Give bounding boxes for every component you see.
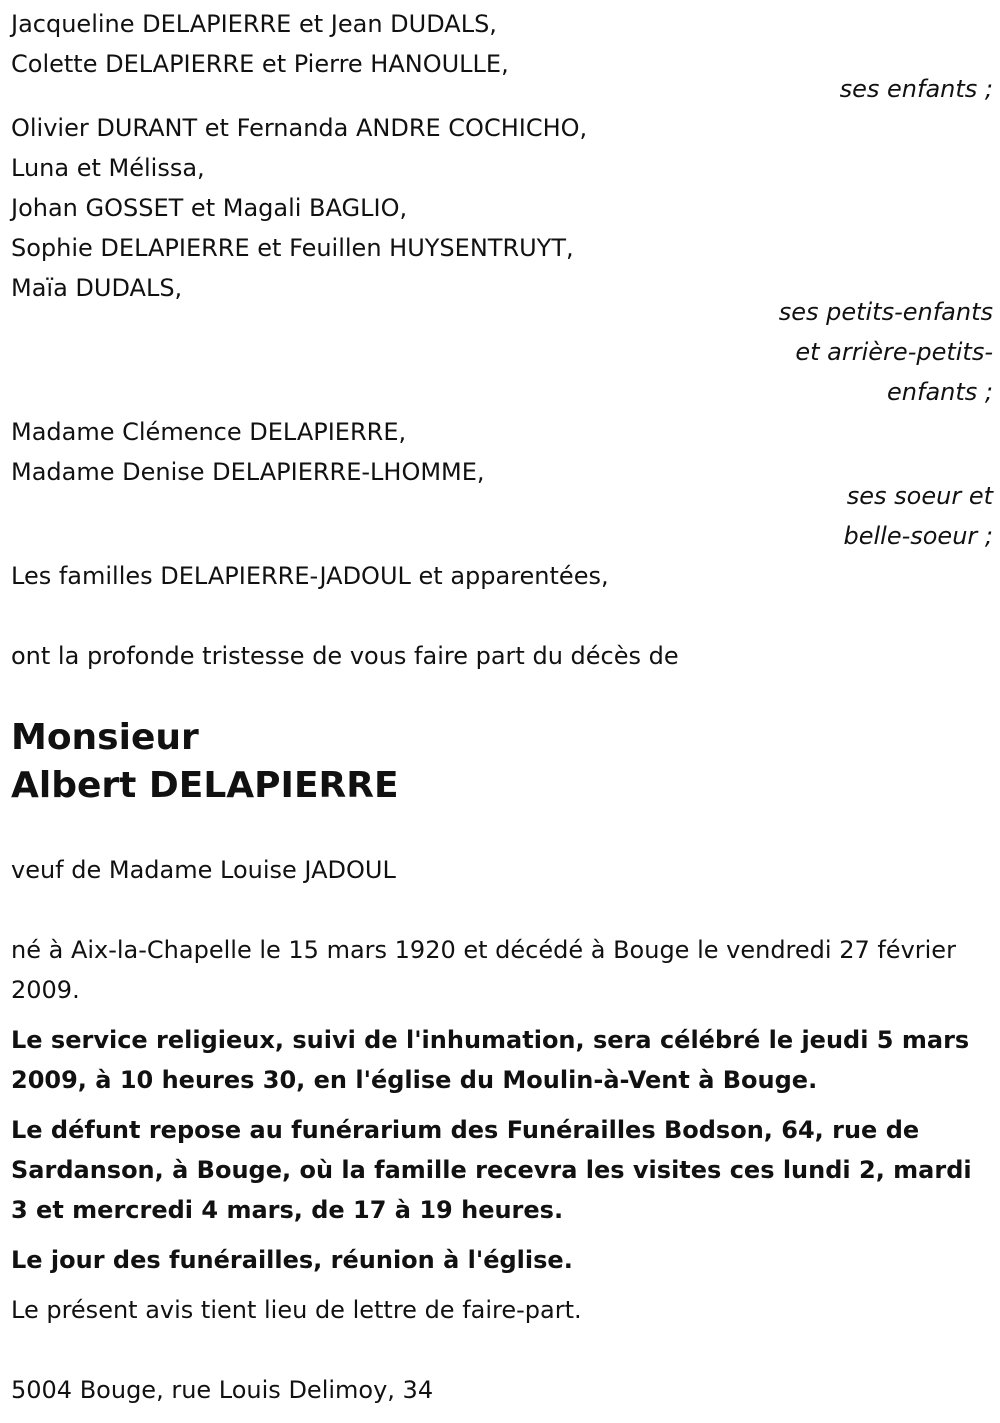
relation-line: ses soeur et (846, 482, 993, 510)
family-line: Madame Clémence DELAPIERRE, (11, 418, 407, 446)
family-line: Madame Denise DELAPIERRE-LHOMME, (11, 458, 485, 486)
relation-label (843, 476, 993, 556)
relation-line: et arrière-petits- (795, 338, 993, 366)
widower-line: veuf de Madame Louise JADOUL (11, 856, 396, 884)
family-line: Maïa DUDALS, (11, 274, 183, 302)
service-info: Le service religieux, suivi de l'inhumation, sera célébré le jeudi 5 mars 2009, à 10 heures 30, en l'église du Moulin-à-Vent à Bouge. (11, 1026, 970, 1094)
families-line: Les familles DELAPIERRE-JADOUL et apparentées, (11, 562, 609, 590)
grandchildren-section (11, 108, 993, 308)
family-line: Johan GOSSET et Magali BAGLIO, (11, 194, 408, 222)
relation-label: ses enfants ; (839, 75, 993, 103)
deceased-name (11, 714, 399, 810)
relation-line: ses petits-enfants (778, 298, 993, 326)
announcement: ont la profonde tristesse de vous faire part du décès de (11, 642, 679, 670)
rest-info: Le défunt repose au funérarium des Funérailles Bodson, 64, rue de Sardanson, à Bouge, où la famille recevra les visites ces lundi 2, mardi 3 et mercredi 4 mars, de 17 à 19 heures. (11, 1116, 972, 1224)
deceased-title: Monsieur (11, 717, 199, 758)
family-line: Sophie DELAPIERRE et Feuillen HUYSENTRUYT, (11, 234, 574, 262)
deceased-fullname: Albert DELAPIERRE (11, 765, 399, 806)
relation-label (779, 292, 993, 412)
birth-death: né à Aix-la-Chapelle le 15 mars 1920 et décédé à Bouge le vendredi 27 février 2009. (11, 936, 956, 1004)
notice-line: Le présent avis tient lieu de lettre de faire-part. (11, 1296, 582, 1324)
relation-line: belle-soeur ; (843, 522, 993, 550)
family-line: Colette DELAPIERRE et Pierre HANOULLE, (11, 50, 509, 78)
relation-line: enfants ; (887, 378, 993, 406)
family-line: Jacqueline DELAPIERRE et Jean DUDALS, (11, 10, 497, 38)
family-line: Olivier DURANT et Fernanda ANDRE COCHICHO, (11, 114, 588, 142)
meeting-info: Le jour des funérailles, réunion à l'église. (11, 1246, 573, 1274)
address-line: 5004 Bouge, rue Louis Delimoy, 34 (11, 1376, 434, 1404)
family-line: Luna et Mélissa, (11, 154, 205, 182)
